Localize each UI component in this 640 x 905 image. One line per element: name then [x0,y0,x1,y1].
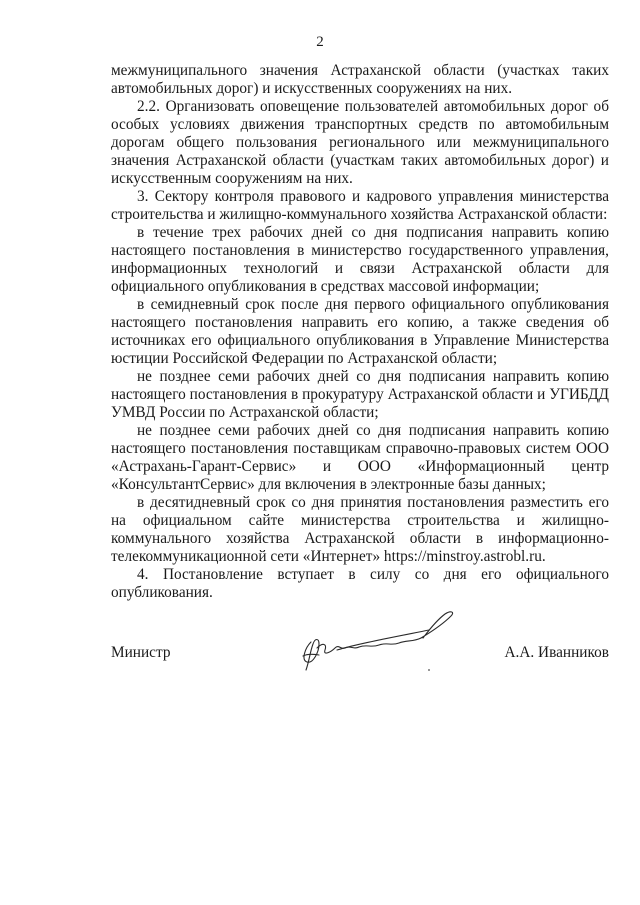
paragraph-3-item-2: в семидневный срок после дня первого официального опубликования настоящего постановления направить его копию, а также сведения об источниках его официального опубликования в Управление Министерства юстиции Российской Федерации по Астраханской области; [111,296,609,367]
page-number: 2 [316,34,324,50]
paragraph-continuation: межмуниципального значения Астраханской области (участках таких автомобильных дорог) и искусственных сооружениях на них. [111,62,609,97]
paragraph-3-item-4: не позднее семи рабочих дней со дня подписания направить копию настоящего постановления поставщикам справочно-правовых систем ООО «Астрахань-Гарант-Сервис» и ООО «Информационный центр «КонсультантСервис» для включения в электронные базы данных; [111,422,609,493]
signature-block [111,640,609,680]
paragraph-2-2: 2.2. Организовать оповещение пользователей автомобильных дорог об особых условиях движения транспортных средств по автомобильным дорогам общего пользования регионального или межмуниципального значения Астраханской области (участкам таких автомобильных дорог) и искусственным сооружениям на них. [111,98,609,187]
paragraph-3: 3. Сектору контроля правового и кадрового управления министерства строительства и жилищно-коммунального хозяйства Астраханской области: [111,188,609,223]
document-body [111,62,609,602]
signatory-name: А.А. Иванников [504,644,609,661]
paragraph-3-item-1: в течение трех рабочих дней со дня подписания направить копию настоящего постановления в министерство государственного управления, информационных технологий и связи Астраханской области для официального опубликования в средствах массовой информации; [111,224,609,295]
paragraph-4: 4. Постановление вступает в силу со дня его официального опубликования. [111,566,609,601]
handwritten-signature [297,604,457,674]
paragraph-3-item-3: не позднее семи рабочих дней со дня подписания направить копию настоящего постановления в прокуратуру Астраханской области и УГИБДД УМВД России по Астраханской области; [111,368,609,421]
scan-speck [428,669,430,671]
paragraph-3-item-5: в десятидневный срок со дня принятия постановления разместить его на официальном сайте министерства строительства и жилищно-коммунального хозяйства Астраханской области в информационно-телекоммуникационной сети «Интернет» https://minstroy.astrobl.ru. [111,494,609,565]
signatory-title: Министр [111,644,171,661]
